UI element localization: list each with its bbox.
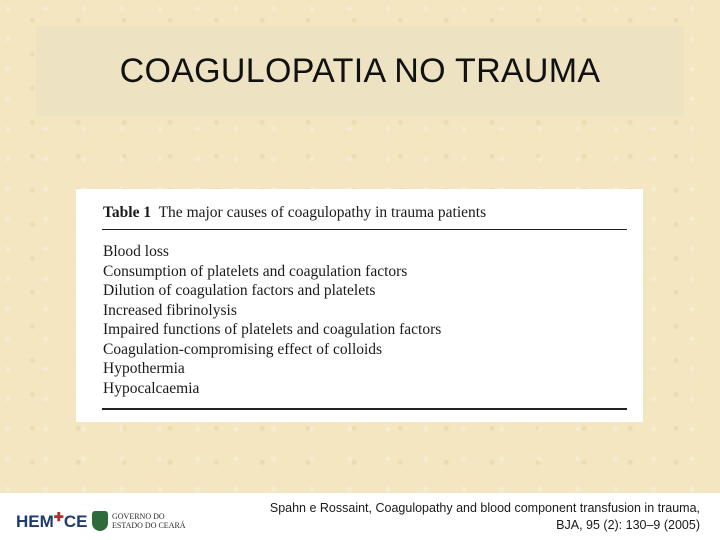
hemoce-logo-text-2: CE — [63, 512, 88, 531]
table-caption — [103, 204, 486, 222]
reference-line-2: BJA, 95 (2): 130–9 (2005) — [556, 518, 700, 532]
table-top-rule — [102, 229, 627, 230]
cause-item: Blood loss — [103, 243, 169, 260]
table-bottom-rule — [102, 408, 627, 410]
hemoce-logo-text: HEM — [16, 512, 54, 531]
cause-item: Impaired functions of platelets and coagulation factors — [103, 321, 442, 338]
table-caption-text: The major causes of coagulopathy in trauma patients — [158, 204, 487, 221]
hemoce-logo — [16, 510, 87, 532]
reference-line-1: Spahn e Rossaint, Coagulopathy and blood component transfusion in trauma, — [269, 501, 700, 515]
reference-citation — [270, 500, 700, 534]
causes-list — [103, 242, 441, 398]
state-crest-icon — [92, 511, 108, 531]
table-label: Table 1 — [103, 204, 152, 221]
title-band — [36, 26, 684, 116]
cause-item: Increased fibrinolysis — [103, 301, 237, 319]
cause-item: Hypothermia — [103, 360, 185, 377]
hemoce-cross-icon: ✚ — [53, 510, 64, 524]
gov-line-2: ESTADO DO CEARÁ — [112, 521, 186, 530]
cause-item: Coagulation-compromising effect of colloids — [103, 340, 383, 358]
cause-item: Consumption of platelets and coagulation factors — [103, 262, 408, 280]
slide-title: COAGULOPATIA NO TRAUMA — [119, 51, 601, 90]
gov-line-1: GOVERNO DO — [112, 512, 165, 521]
cause-item: Dilution of coagulation factors and platelets — [103, 282, 376, 299]
government-logo-text — [112, 512, 186, 530]
footer — [0, 493, 720, 540]
causes-table — [76, 189, 643, 422]
cause-item: Hypocalcaemia — [103, 379, 200, 397]
